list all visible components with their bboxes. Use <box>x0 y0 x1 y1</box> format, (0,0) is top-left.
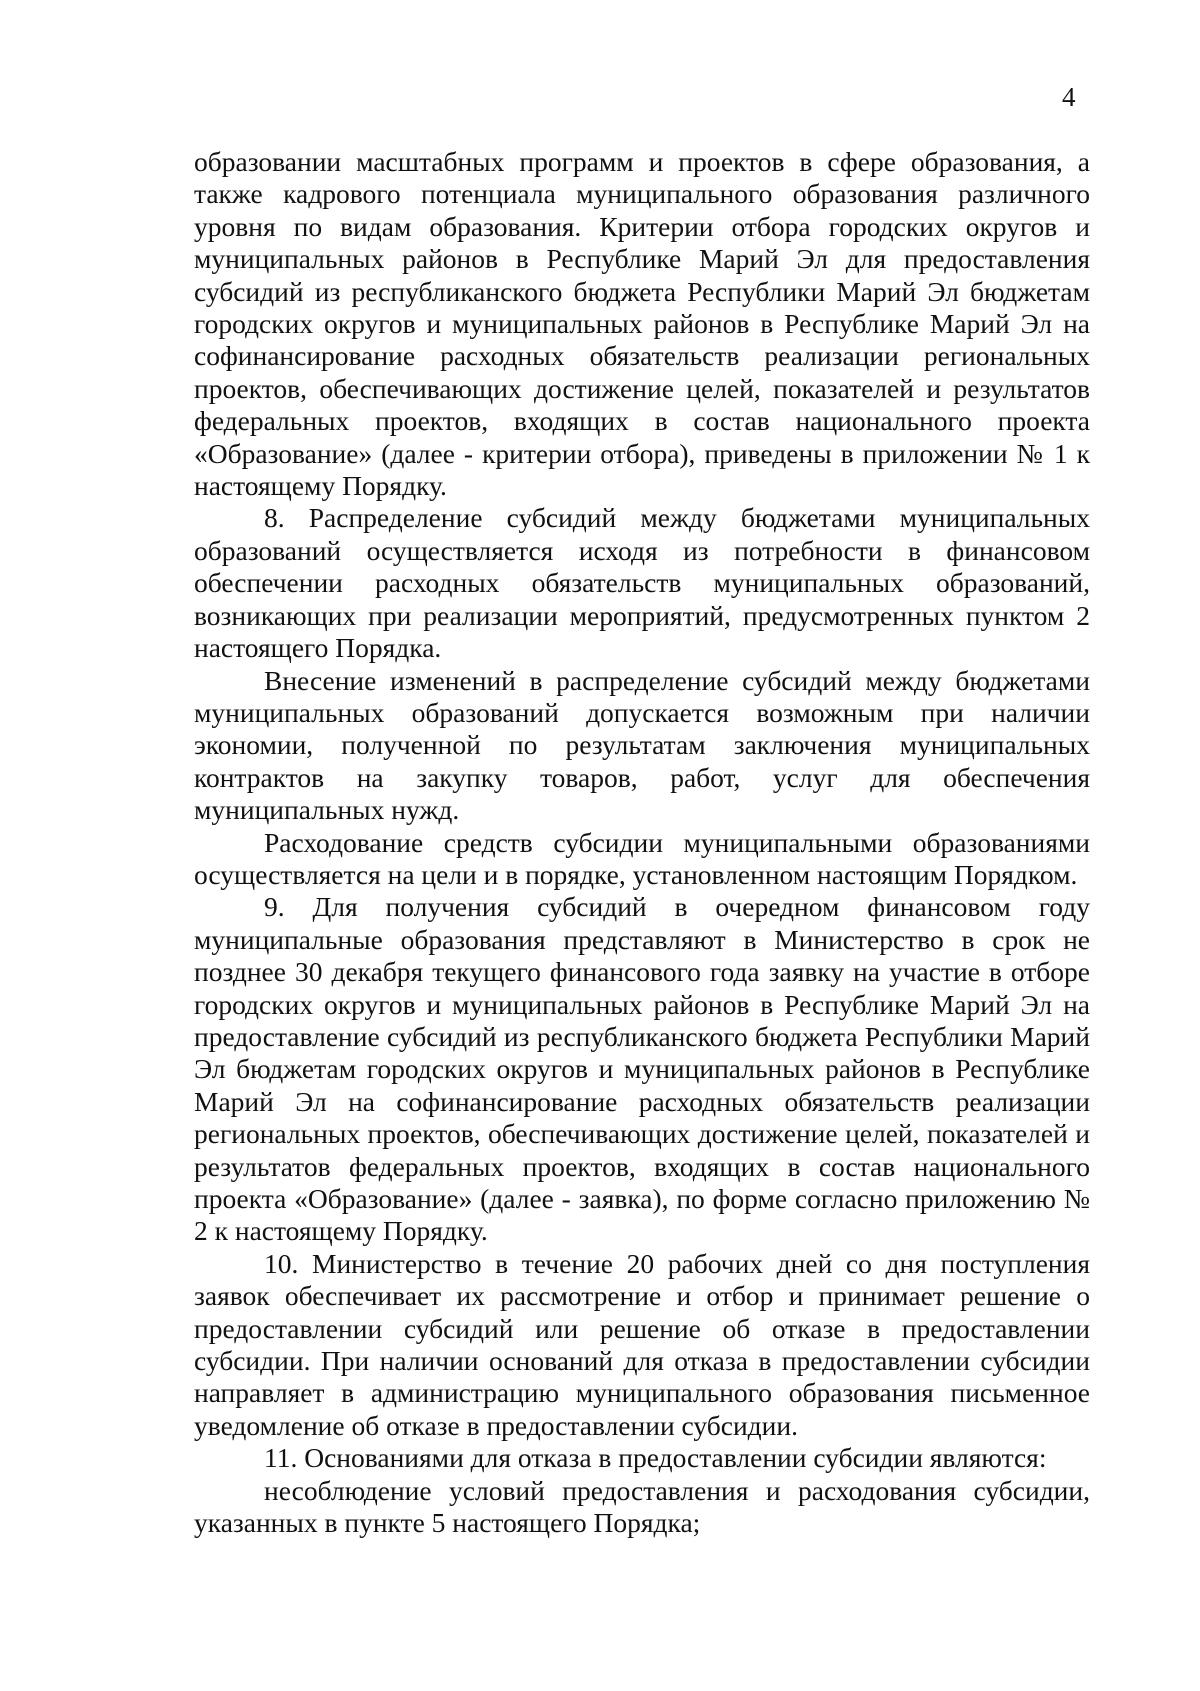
paragraph-item-10: 10. Министерство в течение 20 рабочих дней со дня поступления заявок обеспечивает их рассмотрение и отбор и принимает решение о предоставлении субсидий или решение об отказе в предоставлении субсидии. При наличии оснований для отказа в предоставлении субсидии направляет в администрацию муниципального образования письменное уведомление об отказе в предоставлении субсидии. <box>194 1247 1090 1441</box>
paragraph-item-9: 9. Для получения субсидий в очередном финансовом году муниципальные образования представляют в Министерство в срок не позднее 30 декабря текущего финансового года заявку на участие в отборе городских округов и муниципальных районов в Республике Марий Эл на предоставление субсидий из республиканского бюджета Республики Марий Эл бюджетам городских округов и муниципальных районов в Республике Марий Эл на софинансирование расходных обязательств реализации региональных проектов, обеспечивающих достижение целей, показателей и результатов федеральных проектов, входящих в состав национального проекта «Образование» (далее - заявка), по форме согласно приложению № 2 к настоящему Порядку. <box>194 891 1090 1247</box>
paragraph-continuation-criteria: образовании масштабных программ и проектов в сфере образования, а также кадрового потенциала муниципального образования различного уровня по видам образования. Критерии отбора городских округов и муниципальных районов в Республике Марий Эл для предоставления субсидий из республиканского бюджета Республики Марий Эл бюджетам городских округов и муниципальных районов в Республике Марий Эл на софинансирование расходных обязательств реализации региональных проектов, обеспечивающих достижение целей, показателей и результатов федеральных проектов, входящих в состав национального проекта «Образование» (далее - критерии отбора), приведены в приложении № 1 к настоящему Порядку. <box>194 146 1090 502</box>
document-body <box>194 146 1090 1539</box>
page-number: 4 <box>1062 82 1076 112</box>
paragraph-distribution-changes: Внесение изменений в распределение субсидий между бюджетами муниципальных образований допускается возможным при наличии экономии, полученной по результатам заключения муниципальных контрактов на закупку товаров, работ, услуг для обеспечения муниципальных нужд. <box>194 664 1090 826</box>
paragraph-item-11: 11. Основаниями для отказа в предоставлении субсидии являются: <box>264 1442 1047 1474</box>
paragraph-refusal-ground: несоблюдение условий предоставления и расходования субсидии, указанных в пункте 5 настоящего Порядка; <box>194 1474 1090 1539</box>
paragraph-spending: Расходование средств субсидии муниципальными образованиями осуществляется на цели и в порядке, установленном настоящим Порядком. <box>194 826 1090 890</box>
paragraph-item-8: 8. Распределение субсидий между бюджетами муниципальных образований осуществляется исходя из потребности в финансовом обеспечении расходных обязательств муниципальных образований, возникающих при реализации мероприятий, предусмотренных пунктом 2 настоящего Порядка. <box>194 502 1090 664</box>
